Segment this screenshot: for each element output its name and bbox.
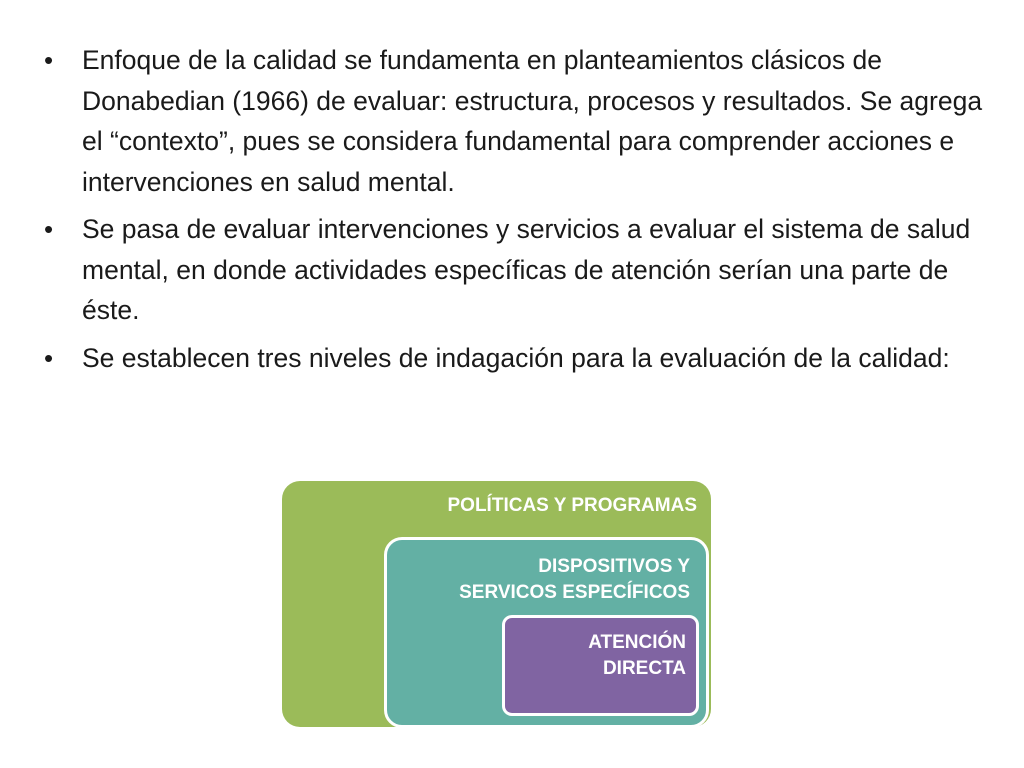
bullet-item	[42, 40, 992, 202]
level-2-label-line-2: SERVICOS ESPECÍFICOS	[459, 582, 690, 603]
level-3-label-line-1: ATENCIÓN	[588, 632, 686, 653]
bullet-text: Se pasa de evaluar intervenciones y servicios a evaluar el sistema de salud mental, en donde actividades específicas de atención serían una parte de éste.	[82, 214, 971, 325]
level-2-label-line-1: DISPOSITIVOS Y	[538, 556, 690, 577]
bullet-item	[42, 209, 992, 331]
bullet-dot-icon: •	[44, 342, 54, 373]
level-3-label-line-2: DIRECTA	[602, 658, 686, 679]
bullet-item	[42, 338, 992, 379]
bullet-text: Se establecen tres niveles de indagación para la evaluación de la calidad:	[82, 342, 950, 373]
level-1-label: POLÍTICAS Y PROGRAMAS	[447, 495, 697, 516]
level-direct-attention	[502, 615, 699, 716]
nested-levels-diagram	[282, 481, 711, 727]
bullet-list	[42, 40, 992, 385]
bullet-dot-icon: •	[44, 45, 54, 75]
bullet-text: Enfoque de la calidad se fundamenta en planteamientos clásicos de Donabedian (1966) de evaluar: estructura, procesos y resultados. Se agrega el “contexto”, pues se considera fundamental para comprender acciones e intervenciones en salud mental.	[82, 45, 983, 197]
bullet-dot-icon: •	[44, 214, 54, 244]
